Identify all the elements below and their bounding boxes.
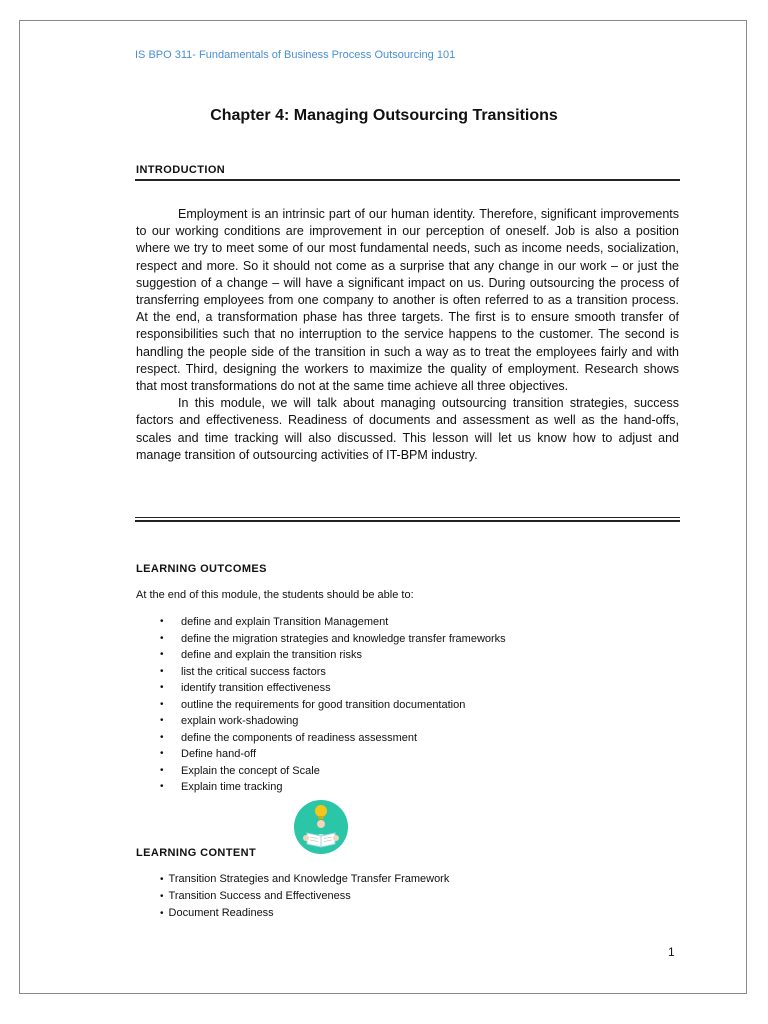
list-item (160, 871, 449, 888)
list-item (160, 905, 449, 922)
list-item (160, 730, 506, 747)
learning-outcomes-lead: At the end of this module, the students should be able to: (136, 589, 414, 601)
introduction-rule (135, 179, 680, 181)
list-item (160, 888, 449, 905)
bullet: • (160, 764, 164, 776)
learning-content-list (160, 871, 449, 922)
learning-outcomes-heading: LEARNING OUTCOMES (136, 563, 267, 575)
page-frame (19, 20, 747, 994)
list-item-text: Define hand-off (181, 748, 257, 760)
list-item-text: Document Readiness (168, 907, 274, 919)
introduction-heading: INTRODUCTION (136, 164, 226, 176)
list-item (160, 614, 506, 631)
list-item (160, 680, 506, 697)
bullet: • (160, 781, 164, 792)
bullet: • (160, 698, 164, 710)
list-item-text: Explain time tracking (181, 781, 283, 793)
list-item-text: list the critical success factors (181, 665, 326, 678)
list-item-text: explain work-shadowing (181, 715, 299, 727)
list-item-text: identify transition effectiveness (181, 682, 331, 694)
bullet: • (160, 665, 164, 677)
bullet: • (160, 748, 164, 759)
learning-content-heading: LEARNING CONTENT (136, 847, 257, 859)
list-item (160, 779, 506, 796)
list-item (160, 647, 506, 664)
bullet: • (160, 908, 164, 919)
bullet: • (160, 632, 164, 644)
list-item-text: outline the requirements for good transition documentation (181, 698, 466, 711)
list-item-text: define and explain Transition Management (181, 616, 389, 628)
introduction-body (136, 206, 679, 464)
intro-paragraph-2: In this module, we will talk about managing outsourcing transition strategies, success factors and effectiveness. Readiness of documents and assessment as well as the hand-offs, scales and time tracking will also discussed. This lesson will let us know how to adjust and manage transition of outsourcing activities of IT-BPM industry. (136, 396, 679, 462)
list-item-text: define and explain the transition risks (181, 649, 362, 661)
bullet: • (160, 891, 164, 902)
list-item-text: Explain the concept of Scale (181, 764, 320, 777)
list-item (160, 664, 506, 681)
bullet: • (160, 715, 164, 726)
list-item (160, 746, 506, 763)
list-item (160, 697, 506, 714)
course-header: IS BPO 311- Fundamentals of Business Process Outsourcing 101 (135, 49, 456, 61)
list-item-text: Transition Strategies and Knowledge Transfer Framework (168, 873, 450, 885)
bullet: • (160, 616, 164, 627)
list-item-text: Transition Success and Effectiveness (168, 890, 351, 902)
list-item (160, 631, 506, 648)
page-number: 1 (668, 945, 675, 959)
section-divider-bottom (135, 520, 680, 522)
bullet: • (160, 682, 164, 693)
bullet: • (160, 649, 164, 660)
list-item (160, 713, 506, 730)
list-item (160, 763, 506, 780)
section-divider-top (135, 517, 680, 518)
reader-icon (294, 800, 348, 854)
bullet: • (160, 874, 164, 885)
learning-outcomes-list (160, 614, 506, 796)
intro-paragraph-1: Employment is an intrinsic part of our human identity. Therefore, significant improvements to our working conditions are improvement in our perception of oneself. Job is also a position where we try to meet some of our most fundamental needs, such as income needs, socialization, respect and more. So it should not come as a surprise that any change in our work – or just the suggestion of a change – will have a significant impact on us. During outsourcing the process of transferring employees from one company to another is often referred to as a transition process. At the end, a transformation phase has three targets. The first is to ensure smooth transfer of responsibilities such that no interruption to the service happens to the customer. The second is handling the people side of the transition in such a way as to treat the employees fairly and with respect. Third, designing the workers to maximize the quality of employment. Research shows that most transformations do not at the same time achieve all three objectives. (136, 207, 679, 394)
list-item-text: define the migration strategies and knowledge transfer frameworks (181, 632, 506, 645)
bullet: • (160, 731, 164, 743)
list-item-text: define the components of readiness assessment (181, 731, 418, 744)
chapter-title: Chapter 4: Managing Outsourcing Transitions (210, 107, 558, 124)
